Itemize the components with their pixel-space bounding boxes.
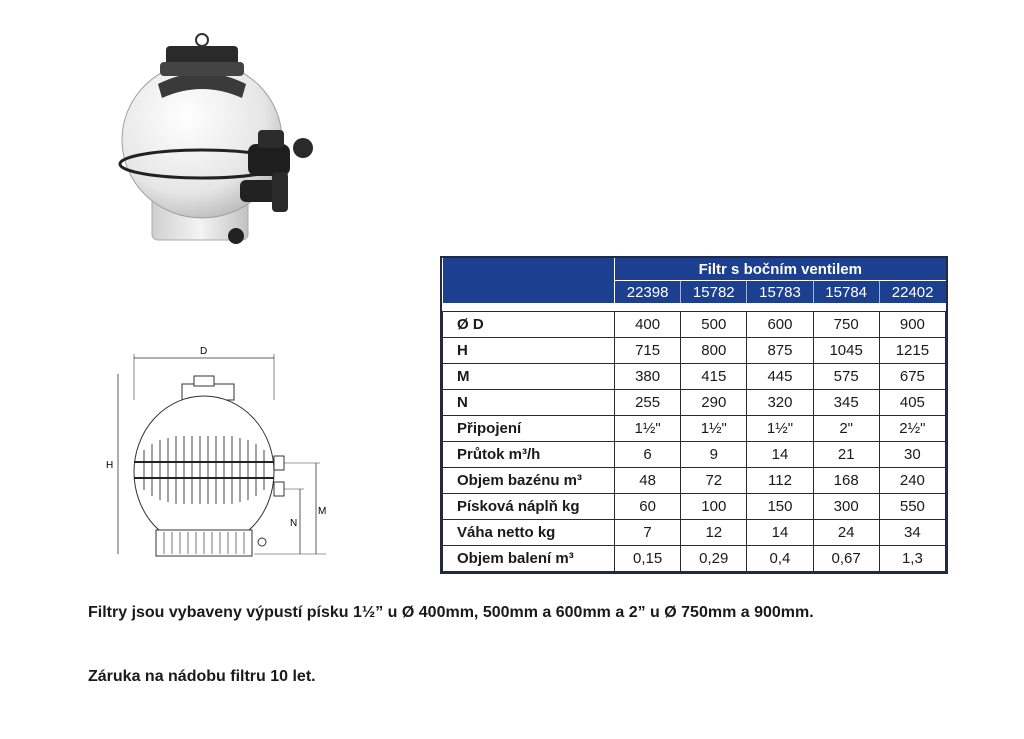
table-row bbox=[443, 494, 946, 520]
cell: 240 bbox=[879, 468, 945, 494]
product-code: 15784 bbox=[813, 281, 879, 304]
cell: 1,3 bbox=[879, 545, 945, 571]
product-code: 22398 bbox=[615, 281, 681, 304]
row-label: H bbox=[443, 338, 615, 364]
row-label: Připojení bbox=[443, 416, 615, 442]
cell: 24 bbox=[813, 519, 879, 545]
spec-table bbox=[440, 256, 948, 574]
cell: 500 bbox=[681, 312, 747, 338]
cell: 1045 bbox=[813, 338, 879, 364]
product-code: 22402 bbox=[879, 281, 945, 304]
cell: 900 bbox=[879, 312, 945, 338]
cell: 400 bbox=[615, 312, 681, 338]
cell: 6 bbox=[615, 442, 681, 468]
cell: 405 bbox=[879, 390, 945, 416]
cell: 0,4 bbox=[747, 545, 813, 571]
cell: 14 bbox=[747, 519, 813, 545]
spacer bbox=[443, 303, 946, 312]
row-label: Ø D bbox=[443, 312, 615, 338]
cell: 14 bbox=[747, 442, 813, 468]
cell: 100 bbox=[681, 494, 747, 520]
table-row bbox=[443, 545, 946, 571]
cell: 415 bbox=[681, 364, 747, 390]
cell: 150 bbox=[747, 494, 813, 520]
dim-d-label: D bbox=[200, 346, 208, 357]
dim-h-label: H bbox=[106, 460, 114, 471]
cell: 21 bbox=[813, 442, 879, 468]
dim-m-label: M bbox=[318, 506, 327, 517]
cell: 255 bbox=[615, 390, 681, 416]
cell: 0,67 bbox=[813, 545, 879, 571]
table-row bbox=[443, 468, 946, 494]
dimension-drawing bbox=[104, 340, 336, 562]
cell: 575 bbox=[813, 364, 879, 390]
cell: 600 bbox=[747, 312, 813, 338]
cell: 60 bbox=[615, 494, 681, 520]
table-row bbox=[443, 364, 946, 390]
table-title: Filtr s bočním ventilem bbox=[615, 258, 946, 281]
table-row bbox=[443, 442, 946, 468]
cell: 1215 bbox=[879, 338, 945, 364]
sand-drain-note: Filtry jsou vybaveny výpustí písku 1½” u Ø 400mm, 500mm a 600mm a 2” u Ø 750mm a 900mm. bbox=[88, 604, 814, 621]
cell: 1½" bbox=[681, 416, 747, 442]
cell: 550 bbox=[879, 494, 945, 520]
dim-n-label: N bbox=[290, 518, 298, 529]
cell: 9 bbox=[681, 442, 747, 468]
row-label: M bbox=[443, 364, 615, 390]
table-row bbox=[443, 338, 946, 364]
cell: 445 bbox=[747, 364, 813, 390]
row-label: Objem bazénu m³ bbox=[443, 468, 615, 494]
table-row bbox=[443, 312, 946, 338]
row-label: N bbox=[443, 390, 615, 416]
cell: 345 bbox=[813, 390, 879, 416]
filter-photo bbox=[108, 32, 328, 254]
row-label: Váha netto kg bbox=[443, 519, 615, 545]
table-row bbox=[443, 416, 946, 442]
cell: 800 bbox=[681, 338, 747, 364]
table-row bbox=[443, 390, 946, 416]
cell: 168 bbox=[813, 468, 879, 494]
cell: 715 bbox=[615, 338, 681, 364]
cell: 320 bbox=[747, 390, 813, 416]
row-label: Průtok m³/h bbox=[443, 442, 615, 468]
table-row bbox=[443, 519, 946, 545]
cell: 72 bbox=[681, 468, 747, 494]
cell: 1½" bbox=[615, 416, 681, 442]
product-code: 15782 bbox=[681, 281, 747, 304]
cell: 875 bbox=[747, 338, 813, 364]
cell: 48 bbox=[615, 468, 681, 494]
row-label: Objem balení m³ bbox=[443, 545, 615, 571]
cell: 2" bbox=[813, 416, 879, 442]
cell: 750 bbox=[813, 312, 879, 338]
cell: 300 bbox=[813, 494, 879, 520]
table-corner bbox=[443, 258, 615, 303]
cell: 12 bbox=[681, 519, 747, 545]
cell: 380 bbox=[615, 364, 681, 390]
cell: 30 bbox=[879, 442, 945, 468]
cell: 2½" bbox=[879, 416, 945, 442]
cell: 0,15 bbox=[615, 545, 681, 571]
cell: 1½" bbox=[747, 416, 813, 442]
cell: 7 bbox=[615, 519, 681, 545]
cell: 290 bbox=[681, 390, 747, 416]
cell: 112 bbox=[747, 468, 813, 494]
warranty-note: Záruka na nádobu filtru 10 let. bbox=[88, 668, 316, 685]
cell: 675 bbox=[879, 364, 945, 390]
product-code: 15783 bbox=[747, 281, 813, 304]
cell: 0,29 bbox=[681, 545, 747, 571]
cell: 34 bbox=[879, 519, 945, 545]
row-label: Písková náplň kg bbox=[443, 494, 615, 520]
